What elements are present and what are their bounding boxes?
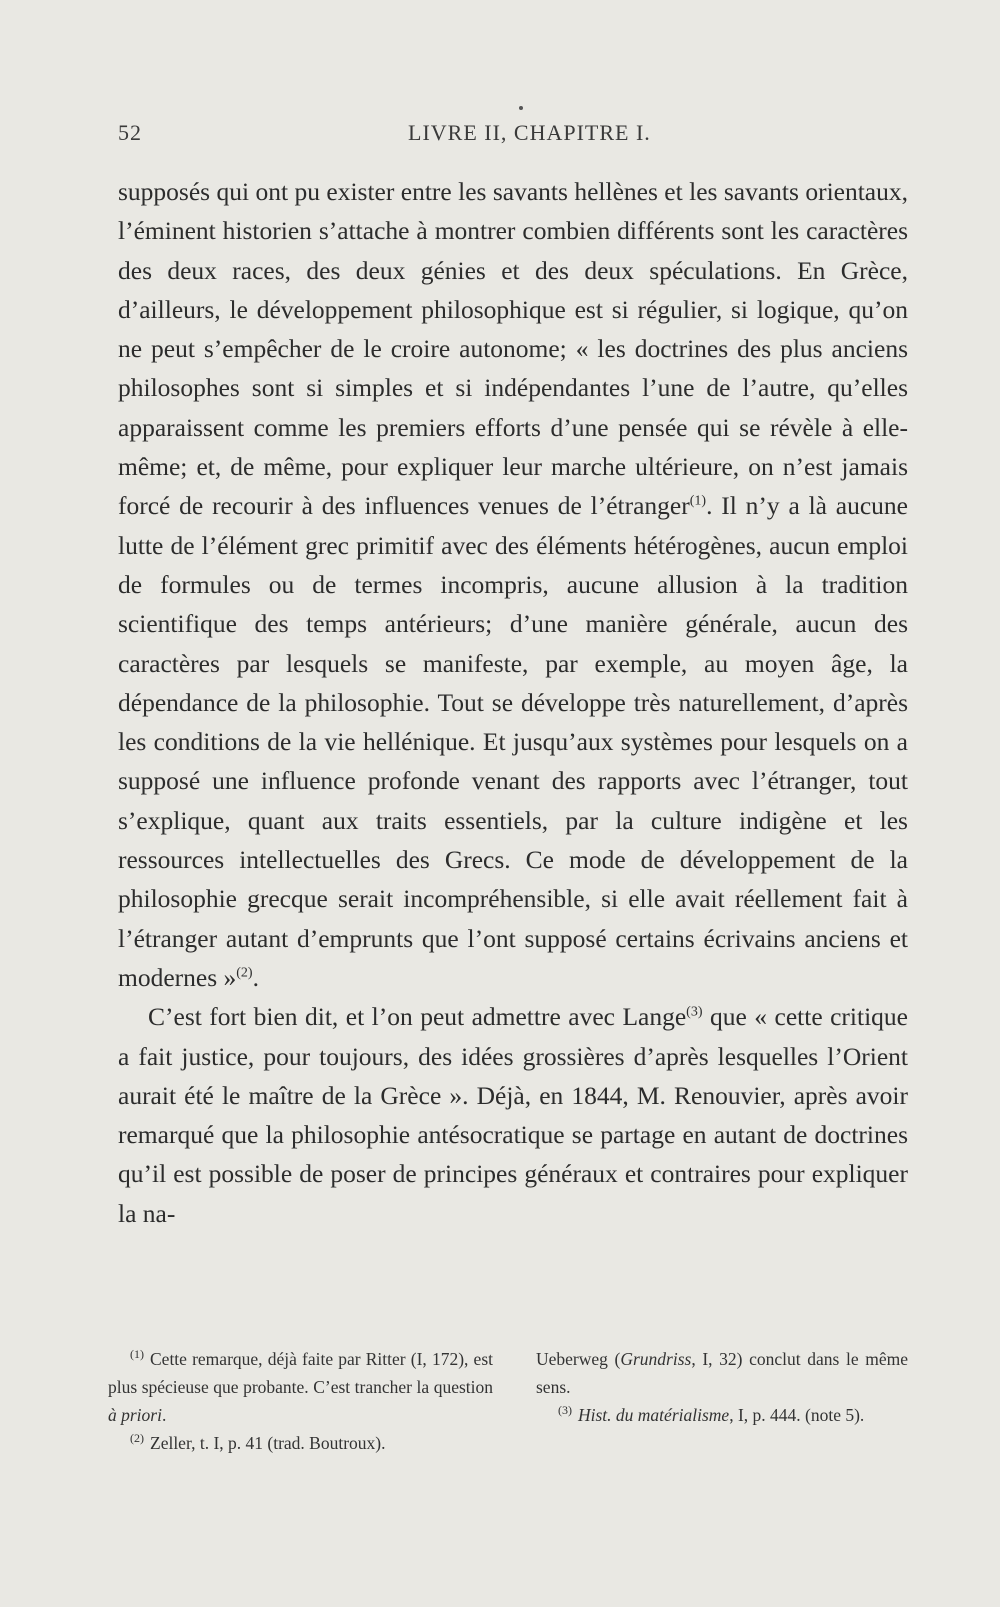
paragraph-1-part-a: supposés qui ont pu exister entre les savants hellènes et les savants orientaux, l’éminent historien s’attache à montrer combien différents sont les caractères des deux races, des deux génies et des deux spéculations. En Grèce, d’ailleurs, le développement philosophique est si régulier, si logique, qu’on ne peut s’empêcher de le croire autonome; « les doctrines des plus anciens philosophes sont si simples et si indépendantes l’une de l’autre, qu’elles apparaissent comme les premiers efforts d’une pensée qui se révèle à elle-même; et, de même, pour expliquer leur marche ultérieure, on n’est jamais forcé de recourir à des influences venues de l’étranger <box>118 177 908 521</box>
footnote-2-cont-a: Ueberweg ( <box>536 1349 621 1369</box>
paragraph-1-part-c: . <box>252 962 259 992</box>
footnote-ref-2[interactable]: (2) <box>236 965 253 981</box>
footnote-2-cont-italic: Grundriss <box>620 1349 692 1369</box>
footnote-2-continued <box>536 1345 908 1401</box>
footnote-3 <box>536 1401 908 1429</box>
footnote-1-text: Cette remarque, déjà faite par Ritter (I, 172), est plus spécieuse que probante. C’est trancher la question <box>108 1349 493 1397</box>
paragraph-1-part-b: . Il n’y a là aucune lutte de l’élément grec primitif avec des éléments hétérogènes, aucun emploi de formules ou de termes incompris, aucune allusion à la tradition scientifique des temps antérieurs; d’une manière générale, aucun des caractères par lesquels se manifeste, par exemple, au moyen âge, la dépendance de la philosophie. Tout se développe très naturellement, d’après les conditions de la vie hellénique. Et jusqu’aux systèmes pour lesquels on a supposé une influence profonde venant des rapports avec l’étranger, tout s’explique, quant aux traits essentiels, par la culture indigène et les ressources intellectuelles des Grecs. Ce mode de développement de la philosophie grecque serait incompréhensible, si elle avait réellement fait à l’étranger autant d’emprunts que l’ont supposé certains écrivains anciens et modernes » <box>118 491 908 992</box>
paragraph-2-part-b: que « cette critique a fait justice, pour toujours, des idées grossières d’après lesquelles l’Orient aurait été le maître de la Grèce ». Déjà, en 1844, M. Renouvier, après avoir remarqué que la philosophie antésocratique se partage en autant de doctrines qu’il est possible de poser de principes généraux et contraires pour expliquer la na- <box>118 1002 908 1228</box>
running-header <box>118 120 908 154</box>
page-number: 52 <box>118 120 142 145</box>
paragraph-2 <box>118 997 908 1233</box>
footnote-1 <box>108 1345 493 1429</box>
footnote-2-mark: (2) <box>130 1431 144 1446</box>
footnote-ref-3[interactable]: (3) <box>686 1004 703 1020</box>
paragraph-1 <box>118 172 908 997</box>
footnote-2 <box>108 1429 493 1457</box>
print-speck <box>519 106 523 110</box>
footnote-1-mark: (1) <box>130 1347 144 1362</box>
footnote-3-italic: Hist. du matérialisme <box>578 1405 730 1425</box>
footnotes <box>108 1345 908 1465</box>
footnotes-left-column <box>108 1345 493 1457</box>
running-title: LIVRE II, CHAPITRE I. <box>408 120 651 145</box>
footnote-2-cont-b: , I, 32) conclut dans le même sens. <box>536 1349 908 1397</box>
footnote-2-text: Zeller, t. I, p. 41 (trad. Boutroux). <box>150 1433 386 1453</box>
footnotes-right-column <box>536 1345 908 1429</box>
footnote-1-italic: à priori <box>108 1405 162 1425</box>
footnote-3-mark: (3) <box>558 1403 572 1418</box>
footnote-ref-1[interactable]: (1) <box>689 493 707 509</box>
footnote-3-text: , I, p. 444. (note 5). <box>729 1405 865 1425</box>
footnote-1-end: . <box>161 1405 167 1425</box>
paragraph-2-part-a: C’est fort bien dit, et l’on peut admettre avec Lange <box>148 1002 687 1032</box>
body-text <box>118 172 908 1233</box>
